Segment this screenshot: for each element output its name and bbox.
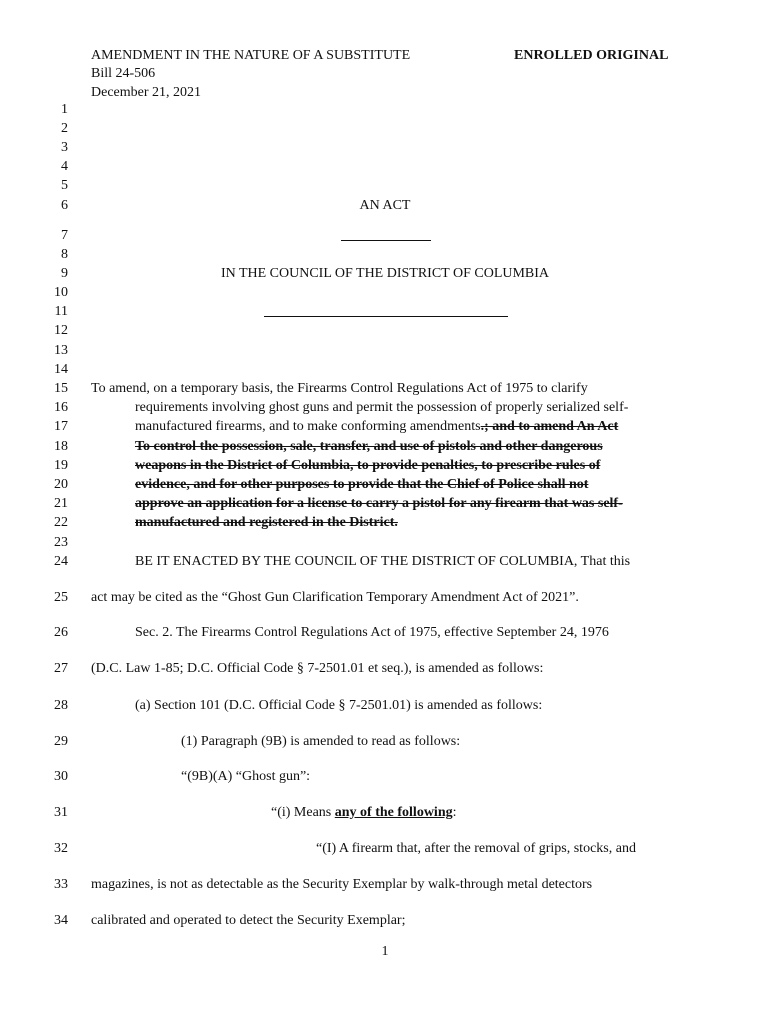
enrolled-original-label: ENROLLED ORIGINAL <box>514 48 669 63</box>
struck-line-22: manufactured and registered in the District. <box>135 515 398 530</box>
line-number: 10 <box>54 285 68 300</box>
clause-I-end: calibrated and operated to detect the Security Exemplar; <box>91 913 406 928</box>
line-number: 5 <box>61 178 68 193</box>
line-number: 25 <box>54 590 68 605</box>
clause-I: “(I) A firearm that, after the removal of grips, stocks, and <box>316 841 636 856</box>
line-number: 26 <box>54 625 68 640</box>
line-number: 12 <box>54 323 68 338</box>
ghost-gun-definition: “(9B)(A) “Ghost gun”: <box>181 769 311 784</box>
amendment-title: AMENDMENT IN THE NATURE OF A SUBSTITUTE <box>91 48 411 63</box>
subparagraph-i <box>271 804 457 822</box>
line-number: 22 <box>54 515 68 530</box>
council-rule <box>264 316 508 317</box>
line-number: 30 <box>54 769 68 784</box>
section-2-continued: (D.C. Law 1-85; D.C. Official Code § 7-2501.01 et seq.), is amended as follows: <box>91 661 544 676</box>
line-number: 19 <box>54 458 68 473</box>
line-number: 23 <box>54 535 68 550</box>
line-number: 15 <box>54 381 68 396</box>
struck-line-21: approve an application for a license to carry a pistol for any firearm that was self- <box>135 496 623 511</box>
struck-line-18: To control the possession, sale, transfer, and use of pistols and other dangerous <box>135 439 603 454</box>
line-number: 29 <box>54 734 68 749</box>
inserted-text: any of the following <box>334 805 453 820</box>
line-number: 6 <box>61 198 68 213</box>
line-number: 28 <box>54 698 68 713</box>
line-number: 14 <box>54 362 68 377</box>
line-number: 8 <box>61 247 68 262</box>
line-number: 27 <box>54 661 68 676</box>
page-number: 1 <box>381 944 389 959</box>
line-number: 17 <box>54 419 68 434</box>
subsection-a: (a) Section 101 (D.C. Official Code § 7-2501.01) is amended as follows: <box>135 698 543 713</box>
line-number: 21 <box>54 496 68 511</box>
purpose-line-16: requirements involving ghost guns and permit the possession of properly serialized self- <box>135 400 629 415</box>
line-number: 11 <box>54 304 68 319</box>
line-number: 13 <box>54 343 68 358</box>
line-number: 20 <box>54 477 68 492</box>
line-number: 18 <box>54 439 68 454</box>
short-title: act may be cited as the “Ghost Gun Clarification Temporary Amendment Act of 2021”. <box>91 590 579 605</box>
paragraph-1: (1) Paragraph (9B) is amended to read as follows: <box>181 734 461 749</box>
line-number: 34 <box>54 913 68 928</box>
line-number: 4 <box>61 159 68 174</box>
line-number: 1 <box>61 102 68 117</box>
line-number: 24 <box>54 554 68 569</box>
text-segment: “(i) Means <box>271 805 335 820</box>
council-heading: IN THE COUNCIL OF THE DISTRICT OF COLUMBIA <box>220 266 550 281</box>
purpose-text: manufactured firearms, and to make conforming amendments <box>135 419 481 434</box>
purpose-line-15: To amend, on a temporary basis, the Firearms Control Regulations Act of 1975 to clarify <box>91 381 588 396</box>
bill-date: December 21, 2021 <box>91 85 202 100</box>
struck-line-19: weapons in the District of Columbia, to provide penalties, to prescribe rules of <box>135 458 601 473</box>
title-rule <box>341 240 431 241</box>
line-number: 2 <box>61 121 68 136</box>
struck-text: .; and to amend An Act <box>480 419 619 434</box>
line-number: 9 <box>61 266 68 281</box>
line-number: 32 <box>54 841 68 856</box>
act-title: AN ACT <box>359 198 411 213</box>
line-number: 33 <box>54 877 68 892</box>
line-number: 7 <box>61 228 68 243</box>
line-number: 16 <box>54 400 68 415</box>
section-2-heading: Sec. 2. The Firearms Control Regulations Act of 1975, effective September 24, 1976 <box>135 625 609 640</box>
purpose-line-17 <box>135 418 618 436</box>
line-number: 3 <box>61 140 68 155</box>
struck-line-20: evidence, and for other purposes to provide that the Chief of Police shall not <box>135 477 589 492</box>
bill-number: Bill 24-506 <box>91 66 156 81</box>
enacting-clause: BE IT ENACTED BY THE COUNCIL OF THE DISTRICT OF COLUMBIA, That this <box>135 554 631 569</box>
clause-I-continued: magazines, is not as detectable as the Security Exemplar by walk-through metal detectors <box>91 877 593 892</box>
text-segment: : <box>452 805 457 820</box>
line-number: 31 <box>54 805 68 820</box>
